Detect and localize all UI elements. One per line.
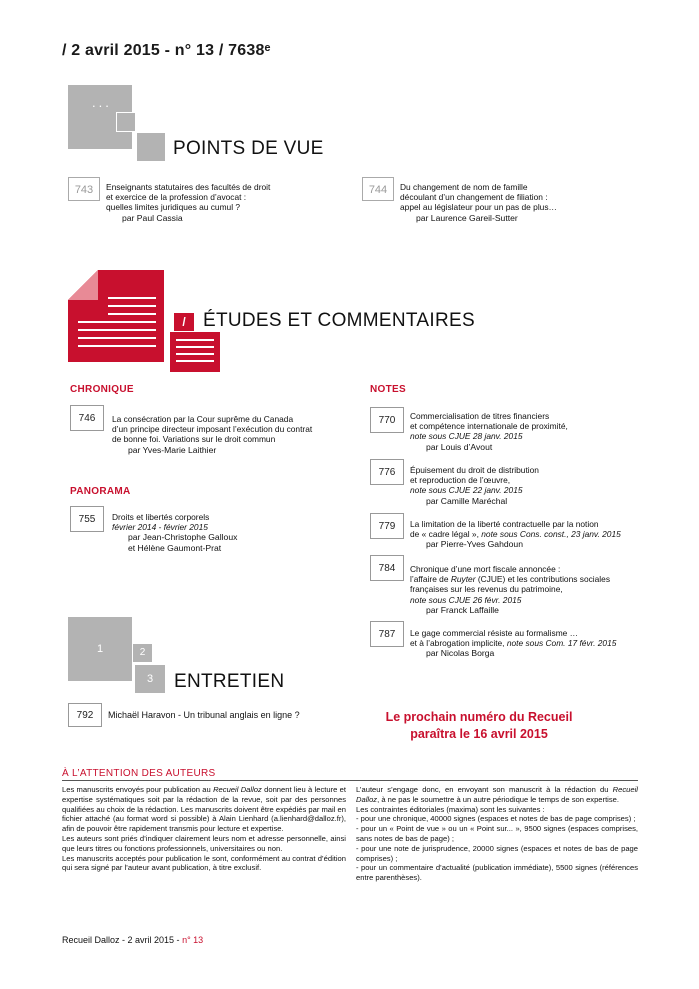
slash-box: / — [174, 313, 194, 331]
article-784[interactable]: Chronique d’une mort fiscale annoncée : l’affaire de Ruyter (CJUE) et les contributions sociales françaises sur les revenus du patrimoine, note sous CJUE 26 févr. 2015 par Franck Laffaille — [410, 564, 611, 615]
section-title-entretien: ENTRETIEN — [174, 671, 285, 692]
points-de-vue-icon: ... — [68, 85, 132, 149]
notes-heading: NOTES — [370, 384, 406, 395]
article-779[interactable]: La limitation de la liberté contractuelle par la notion de « cadre légal », note sous Cons. const., 23 janv. 2015 par Pierre-Yves Gahdoun — [410, 519, 621, 550]
section-title-points-de-vue: POINTS DE VUE — [173, 138, 324, 159]
item-number: 746 — [70, 405, 104, 431]
item-number: 743 — [68, 177, 100, 201]
authors-notice-left: Les manuscrits envoyés pour publication au Recueil Dalloz donnent lieu à lecture et expertise systématiques soit par la rédaction de la revue, soit par des personnes qualifiées au choix de la rédaction. Les manuscrits doivent être expédiés par mail en fichier attaché (au format word si possible) à Alain Lienhard (a.lienhard@dalloz.fr), afin de pouvoir être rapidement transmis pour lecture et expertise. Les auteurs sont priés d’indiquer clairement leurs nom et adresse personnelle, ainsi que leurs titres ou fonctions professionnels, universitaires ou non. Les manuscrits acceptés pour publication le sont, conformément au contrat d’édition qui sera signé par l’auteur avant publication, à titre exclusif. — [62, 785, 346, 873]
item-number: 744 — [362, 177, 394, 201]
article-755[interactable]: Droits et libertés corporels février 2014 - février 2015 par Jean-Christophe Galloux et Hélène Gaumont-Prat — [112, 512, 238, 553]
authors-notice-right: L’auteur s’engage donc, en envoyant son manuscrit à la rédaction du Recueil Dalloz, à ne pas le soumettre à un autre périodique le temps de son expertise. Les contraintes éditoriales (maxima) sont les suivantes : - pour une chronique, 40000 signes (espaces et notes de bas de page comprises) ; - pour un « Point de vue » ou un « Point sur... », 9500 signes (espaces comprises, sans notes de bas de page) ; - pour une note de jurisprudence, 20000 signes (espaces et notes de bas de page comprises) ; - pour un commentaire d’actualité (publication immédiate), 5500 signes (références entre parenthèses). — [356, 785, 638, 883]
item-number: 787 — [370, 621, 404, 647]
lines-icon — [170, 332, 220, 372]
item-number: 792 — [68, 703, 102, 727]
item-number: 776 — [370, 459, 404, 485]
article-776[interactable]: Épuisement du droit de distribution et reproduction de l’œuvre, note sous CJUE 22 janv. 2015 par Camille Maréchal — [410, 465, 539, 506]
document-icon — [68, 270, 164, 362]
entretien-icon: 1 — [68, 617, 132, 681]
issue-header: / 2 avril 2015 - n° 13 / 7638ᵉ — [62, 42, 271, 59]
section-title-etudes: ÉTUDES ET COMMENTAIRES — [203, 310, 475, 331]
divider — [62, 780, 638, 781]
item-number: 755 — [70, 506, 104, 532]
article-744[interactable]: Du changement de nom de famille découlant d’un changement de filiation : appel au législateur pour un pas de plus… par Laurence Gareil-Sutter — [400, 182, 557, 223]
item-number: 770 — [370, 407, 404, 433]
item-number: 779 — [370, 513, 404, 539]
authors-notice-title: À L’ATTENTION DES AUTEURS — [62, 768, 216, 779]
chronique-heading: CHRONIQUE — [70, 384, 134, 395]
article-746[interactable]: La consécration par la Cour suprême du Canada d’un principe directeur imposant l’exécution du contrat de bonne foi. Variations sur le droit commun par Yves-Marie Laithier — [112, 414, 313, 455]
next-issue-notice: Le prochain numéro du Recueil paraîtra le 16 avril 2015 — [385, 710, 573, 741]
item-number: 784 — [370, 555, 404, 581]
article-787[interactable]: Le gage commercial résiste au formalisme … et à l’abrogation implicite, note sous Com. 17 févr. 2015 par Nicolas Borga — [410, 628, 617, 659]
page-footer: Recueil Dalloz - 2 avril 2015 - n° 13 — [62, 935, 204, 945]
article-770[interactable]: Commercialisation de titres financiers et compétence internationale de proximité, note sous CJUE 28 janv. 2015 par Louis d’Avout — [410, 411, 568, 452]
article-743[interactable]: Enseignants statutaires des facultés de droit et exercice de la profession d’avocat : quelles limites juridiques au cumul ? par Paul Cassia — [106, 182, 271, 223]
article-792[interactable]: Michaël Haravon - Un tribunal anglais en ligne ? — [108, 710, 300, 720]
panorama-heading: PANORAMA — [70, 486, 131, 497]
